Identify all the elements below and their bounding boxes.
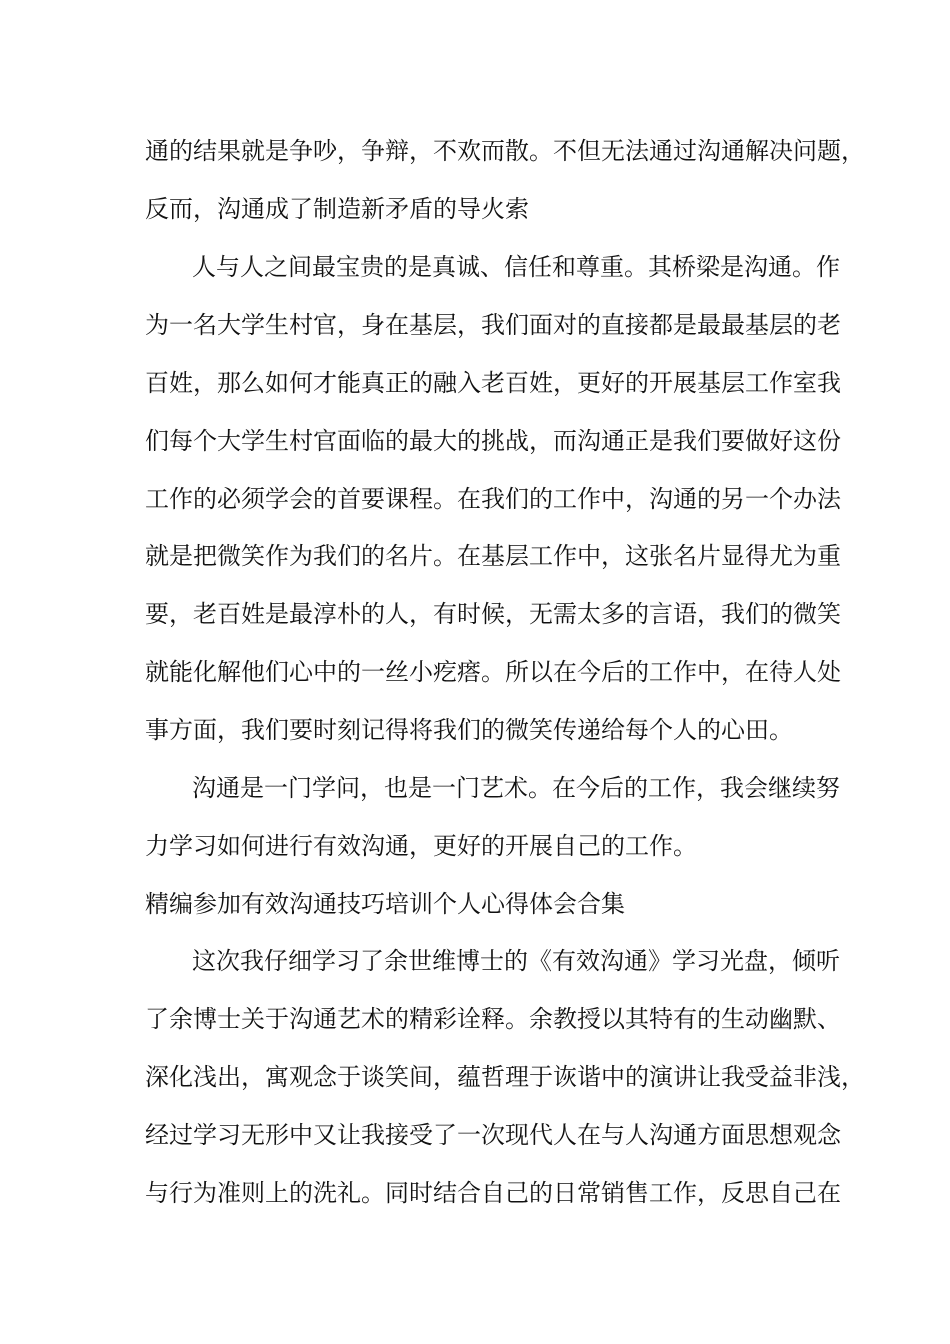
text-line: 与行为准则上的洗礼。同时结合自己的日常销售工作，反思自己在 xyxy=(145,1179,841,1207)
section-heading: 精编参加有效沟通技巧培训个人心得体会合集 xyxy=(145,890,625,918)
text-line: 百姓，那么如何才能真正的融入老百姓，更好的开展基层工作室我 xyxy=(145,369,841,397)
paragraph-start-line: 这次我仔细学习了余世维博士的《有效沟通》学习光盘，倾听 xyxy=(192,947,840,975)
text-line: 经过学习无形中又让我接受了一次现代人在与人沟通方面思想观念 xyxy=(145,1121,841,1149)
text-line: 反而，沟通成了制造新矛盾的导火索 xyxy=(145,195,529,223)
text-line: 就是把微笑作为我们的名片。在基层工作中，这张名片显得尤为重 xyxy=(145,542,841,570)
text-line: 事方面，我们要时刻记得将我们的微笑传递给每个人的心田。 xyxy=(145,716,793,744)
text-line: 为一名大学生村官，身在基层，我们面对的直接都是最最基层的老 xyxy=(145,311,841,339)
text-line: 要，老百姓是最淳朴的人，有时候，无需太多的言语，我们的微笑 xyxy=(145,600,841,628)
text-line: 力学习如何进行有效沟通，更好的开展自己的工作。 xyxy=(145,832,697,860)
text-line: 工作的必须学会的首要课程。在我们的工作中，沟通的另一个办法 xyxy=(145,485,841,513)
text-line: 深化浅出，寓观念于谈笑间，蕴哲理于诙谐中的演讲让我受益非浅， xyxy=(145,1063,865,1091)
text-line: 就能化解他们心中的一丝小疙瘩。所以在今后的工作中，在待人处 xyxy=(145,658,841,686)
text-line: 通的结果就是争吵，争辩，不欢而散。不但无法通过沟通解决问题， xyxy=(145,137,865,165)
paragraph-start-line: 沟通是一门学问，也是一门艺术。在今后的工作，我会继续努 xyxy=(192,774,840,802)
paragraph-start-line: 人与人之间最宝贵的是真诚、信任和尊重。其桥梁是沟通。作 xyxy=(192,253,840,281)
text-line: 了余博士关于沟通艺术的精彩诠释。余教授以其特有的生动幽默、 xyxy=(145,1005,841,1033)
text-line: 们每个大学生村官面临的最大的挑战，而沟通正是我们要做好这份 xyxy=(145,427,841,455)
